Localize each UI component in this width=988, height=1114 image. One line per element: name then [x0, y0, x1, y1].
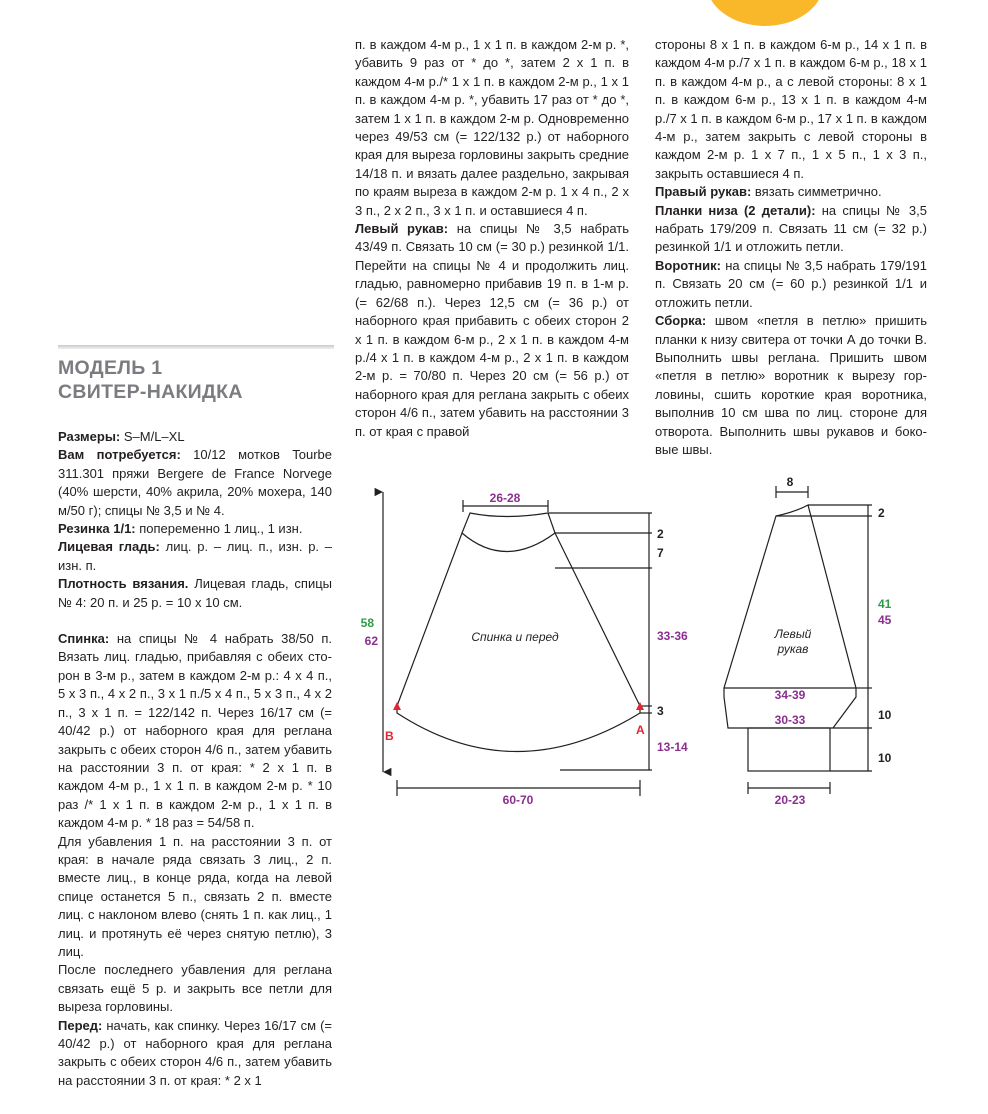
rib-text: попеременно 1 лиц., 1 изн.: [135, 521, 303, 537]
sleeve-name-line-1: Левый: [774, 627, 812, 641]
body-neck-side: 2: [657, 527, 664, 541]
title-line-1: МОДЕЛЬ 1: [58, 357, 163, 379]
sleeve-continued-paragraph: стороны 8 х 1 п. в каждом 6-м р., 14 х 1 п. в каждом 4-м р./7 х 1 п. в каждом 6-м р., 18 х 1 п. в каждом 4-м р., а с левой стороны: 8 х 1 п. в каждом 6-м р., 13 х 1 п. в каждом 4-м р./7 х 1 п. в каждом 6-м р., 17 х 1 п. в каждом 4-м р., затем закрыть с левой стороны в каждом 2-м р. 1 х 7 п., 1 х 5 п., 1 х 3 п., закрыть оставшиеся 4 п.: [655, 37, 927, 181]
sleeve-top-width: 8: [786, 475, 794, 489]
collar-text: на спицы № 3,5 набрать 179/191 п. Связать 20 см (= 60 р.) резинкой 1/1 и отложить петли.: [655, 257, 927, 310]
right-sleeve-text: вязать симметрично.: [751, 184, 882, 200]
point-b-marker: [393, 702, 401, 710]
title-line-2: СВИТЕР-НАКИДКА: [58, 381, 243, 403]
materials-label: Вам потребуется:: [58, 447, 181, 463]
bands-label: Планки низа (2 детали):: [655, 202, 816, 218]
gauge-label: Плотность вязания.: [58, 576, 189, 592]
front-text: начать, как спинку. Через 16/17 см (= 40/42 р.) от наборного края для реглана закрыть с обеих сторон 4/6 п., затем убавить на расстоянии 3 п. от края: * 2 х 1: [58, 1017, 332, 1088]
body-bottom-width: 60-70: [502, 793, 534, 807]
body-bottom-depth: 13-14: [657, 740, 688, 754]
sleeve-cuff-height-1: 10: [878, 708, 892, 722]
sleeve-cuff-height-2: 10: [878, 751, 892, 765]
gauge-text: Лицевая гладь, спицы № 4: 20 п. и 25 р. = 10 х 10 см.: [58, 576, 332, 610]
assembly-label: Сборка:: [655, 313, 707, 329]
sleeve-name-line-2: рукав: [777, 642, 809, 656]
sizes-text: S–M/L–XL: [120, 429, 185, 444]
sleeve-cuff-top-width: 34-39: [774, 688, 806, 702]
stockinette-text: лиц. р. – лиц. п., изн. р. – изн. п.: [58, 539, 333, 573]
collar-label: Воротник:: [655, 257, 721, 273]
sizes-label: Размеры:: [58, 429, 121, 444]
sleeve-top-side: 2: [878, 506, 885, 520]
body-point-a: A: [636, 723, 645, 737]
left-sleeve-text: на спицы № 3,5 набрать 43/49 п. Связать 10 см (= 30 р.) резинкой 1/1. Перейти на спицы № 4 и продолжить лиц. гладью, равномерно прибавив 19 п. в 1-м р. (= 62/68 п.). Через 12,5 см (= 36 р.) от наборного края прибавить с обеих сторон 2 х 1 п. в каждом 6-м р., 2 х 1 п. в каждом 4-м р./4 х 1 п. в каждом 4-м р., 2 х 1 п. в каждом 2-м р. = 70/80 п. Через 20 см (= 56 р.) от наборного края для реглана закрыть с обеих сторон 4/6 п., затем убавить на расстоянии 3 п. от края с правой: [355, 221, 629, 439]
decrease-paragraph: Для убавления 1 п. на расстоянии 3 п. от края: в начале ряда связать 3 лиц., 2 п. вместе лиц., в конце ряда, когда на левой спице останется 5 п., связать 2 п. вместе лиц. с наклоном влево (снять 1 п. как лиц., 1 лиц. и протянуть её через снятую петлю), 3 лиц.: [58, 833, 332, 959]
left-sleeve-label: Левый рукав:: [355, 221, 449, 237]
materials-text: 10/12 мотков Tourbe 311.301 пряжи Bergere de France Norvege (40% шерсти, 40% акрила, 20% мохера, 140 м/50 г); спицы № 3,5 и № 4.: [58, 447, 333, 518]
body-piece-name: Спинка и перед: [471, 630, 559, 644]
body-top-width: 26-28: [489, 491, 521, 505]
sleeve-height-2: 45: [878, 613, 892, 627]
back-text: на спицы № 4 набрать 38/50 п. Вязать лиц. гладью, прибавляя с обеих сторон в 3-м р., затем в каждом 2-м р.: 4 х 4 п., 5 х 3 п., 4 х 2 п., 3 х 1 п./5 х 4 п., 5 х 3 п., 4 х 2 п., 3 х 1 п. = 122/142 п. Через 16/17 см (= 40/42 р.) от наборного края для реглана закрыть с обеих сторон 4/6 п., затем убавить на расстоянии 3 п. от края: * 2 х 1 п. в каждом 4-м р., 1 х 1 п. в каждом 2-м р. * 10 раз /* 1 х 1 п. в каждом 2-м р., 1 х 1 п. в каждом 4-м р. * 18 раз = 54/58 п.: [58, 631, 332, 831]
body-side-height: 33-36: [657, 629, 688, 643]
front-label: Перед:: [58, 1017, 103, 1033]
after-decrease-paragraph: После последнего убавления для реглана связать ещё 5 р. и закрыть все петли для выреза горловины.: [58, 962, 332, 1015]
front-continued-paragraph: п. в каждом 4-м р., 1 х 1 п. в каждом 2-м р. *, убавить 9 раз от * до *, затем 2 х 1 п. в каждом 4-м р./* 1 х 1 п. в каждом 2-м р., 1 х 1 п. в каждом 4-м р. *, убавить 17 раз от * до *, затем 1 х 1 п. в каждом 2-м р. Одновременно через 49/53 см (= 122/132 р.) от наборного края для выреза горловины закрыть средние 14/18 п. и вязать далее раздельно, закрывая по краям выреза в каждом 2-м р. 1 х 4 п., 2 х 3 п., 2 х 2 п., 3 х 1 п. и оставшиеся 4 п.: [355, 37, 629, 218]
body-armpit-gap: 3: [657, 704, 664, 718]
body-neck-depth: 7: [657, 546, 664, 560]
body-points: [393, 702, 644, 710]
body-height-2: 62: [364, 634, 378, 648]
stockinette-label: Лицевая гладь:: [58, 539, 160, 555]
rib-label: Резинка 1/1:: [58, 521, 136, 537]
back-label: Спинка:: [58, 631, 110, 647]
sleeve-height-1: 41: [878, 597, 892, 611]
sleeve-cuff-band: [748, 728, 830, 771]
bands-text: на спицы № 3,5 набрать 179/209 п. Связать 11 см (= 32 р.) резинкой 1/1 и отложить петли.: [655, 202, 927, 255]
right-sleeve-label: Правый рукав:: [655, 184, 752, 200]
body-height-1: 58: [360, 616, 374, 630]
body-schematic: [383, 492, 652, 796]
sleeve-cuff-bottom-width: 30-33: [774, 713, 806, 727]
body-point-b: B: [385, 729, 394, 743]
assembly-text: швом «петля в петлю» пришить планки к низу свитера от точки А до точки В. Выполнить швы реглана. Пришить швом «петля в петлю» воротник к вырезу горловины, сшить короткие края воротника, выполнив 10 см шва по лиц. стороне для отворота. Выполнить швы рукавов и боковые швы.: [655, 313, 927, 457]
sleeve-band-width: 20-23: [774, 793, 806, 807]
body-back-neck: [462, 513, 555, 533]
